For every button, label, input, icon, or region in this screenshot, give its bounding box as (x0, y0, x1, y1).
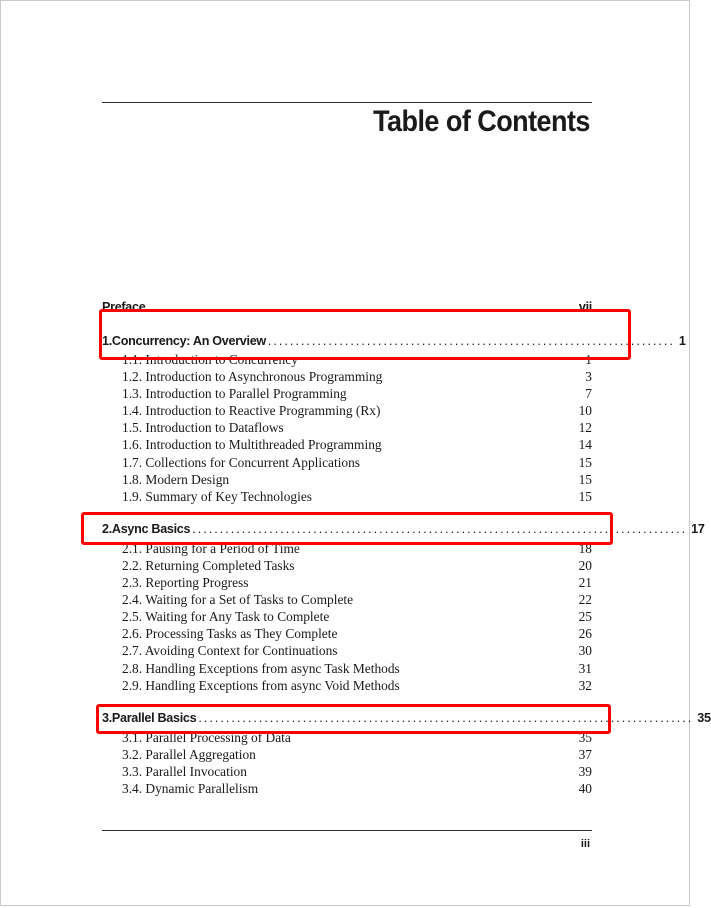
section-page: 31 (578, 661, 592, 676)
toc-section[interactable] (122, 574, 592, 591)
section-label: 2.3. Reporting Progress (122, 575, 249, 590)
dot-leader: .......................................................................................... (192, 522, 688, 536)
section-page: 10 (578, 403, 592, 418)
section-page: 15 (578, 455, 592, 470)
bottom-rule (102, 830, 592, 831)
chapter-number: 1. (102, 334, 112, 348)
section-label: 2.2. Returning Completed Tasks (122, 558, 295, 573)
toc-section[interactable] (122, 368, 592, 385)
section-label: 2.4. Waiting for a Set of Tasks to Complete (122, 592, 354, 607)
top-rule (102, 102, 592, 103)
section-page: 15 (578, 472, 592, 487)
section-label: 3.3. Parallel Invocation (122, 764, 247, 779)
toc-section[interactable] (122, 351, 592, 368)
section-label: 1.7. Collections for Concurrent Applications (122, 455, 361, 470)
section-label: 2.6. Processing Tasks as They Complete (122, 626, 338, 641)
section-page: 40 (578, 781, 592, 796)
section-page: 12 (578, 420, 592, 435)
section-page: 15 (578, 489, 592, 504)
chapter-page: 17 (691, 522, 705, 536)
footer-page-number: iii (580, 838, 590, 850)
toc-section[interactable] (122, 471, 592, 488)
chapter-number: 2. (102, 522, 112, 536)
preface-label: Preface (102, 300, 146, 314)
toc-section[interactable] (122, 557, 592, 574)
section-label: 3.2. Parallel Aggregation (122, 747, 256, 762)
section-page: 21 (578, 575, 592, 590)
chapter-page: 1 (678, 334, 686, 348)
section-page: 1 (585, 352, 592, 367)
toc-section[interactable] (122, 608, 592, 625)
section-page: 7 (585, 386, 592, 401)
toc-section[interactable] (122, 660, 592, 677)
section-page: 30 (578, 643, 592, 658)
section-page: 14 (578, 437, 592, 452)
toc-section[interactable] (122, 419, 592, 436)
toc-chapter-3[interactable] (102, 710, 711, 727)
toc-section[interactable] (122, 642, 592, 659)
section-label: 2.1. Pausing for a Period of Time (122, 541, 300, 556)
section-page: 39 (578, 764, 592, 779)
section-label: 3.4. Dynamic Parallelism (122, 781, 259, 796)
section-label: 1.9. Summary of Key Technologies (122, 489, 312, 504)
section-page: 37 (578, 747, 592, 762)
chapter-title: Concurrency: An Overview (111, 334, 266, 348)
toc-section[interactable] (122, 591, 592, 608)
chapter-title: Async Basics (111, 522, 191, 536)
toc-chapter-1[interactable] (102, 333, 686, 350)
section-label: 1.8. Modern Design (122, 472, 230, 487)
section-page: 35 (578, 730, 592, 745)
section-page: 18 (578, 541, 592, 556)
chapter-title: Parallel Basics (111, 711, 197, 725)
toc-section[interactable] (122, 677, 592, 694)
section-label: 2.8. Handling Exceptions from async Task Methods (122, 661, 400, 676)
toc-entry-preface[interactable] (102, 299, 592, 316)
toc-section[interactable] (122, 729, 592, 746)
section-label: 2.5. Waiting for Any Task to Complete (122, 609, 330, 624)
toc-chapter-2[interactable] (102, 521, 705, 538)
toc-section[interactable] (122, 454, 592, 471)
toc-section[interactable] (122, 385, 592, 402)
section-label: 2.9. Handling Exceptions from async Void Methods (122, 678, 400, 693)
section-label: 1.4. Introduction to Reactive Programming (Rx) (122, 403, 381, 418)
dot-leader: .......................................................................... (267, 334, 675, 348)
chapter-number: 3. (102, 711, 112, 725)
toc-section[interactable] (122, 625, 592, 642)
section-page: 22 (578, 592, 592, 607)
dot-leader: .......................................................................................... (198, 711, 694, 725)
section-label: 1.3. Introduction to Parallel Programming (122, 386, 347, 401)
toc-section[interactable] (122, 402, 592, 419)
section-page: 26 (578, 626, 592, 641)
section-page: 32 (578, 678, 592, 693)
section-page: 25 (578, 609, 592, 624)
chapter-page: 35 (697, 711, 711, 725)
toc-section[interactable] (122, 746, 592, 763)
toc-section[interactable] (122, 436, 592, 453)
section-label: 2.7. Avoiding Context for Continuations (122, 643, 338, 658)
section-label: 1.2. Introduction to Asynchronous Programming (122, 369, 383, 384)
preface-page: vii (578, 300, 592, 314)
page-title: Table of Contents (373, 105, 590, 138)
section-label: 1.1. Introduction to Concurrency (122, 352, 298, 367)
section-label: 1.5. Introduction to Dataflows (122, 420, 284, 435)
section-page: 20 (578, 558, 592, 573)
toc-section[interactable] (122, 780, 592, 797)
toc-section[interactable] (122, 488, 592, 505)
section-label: 1.6. Introduction to Multithreaded Programming (122, 437, 382, 452)
section-page: 3 (585, 369, 592, 384)
section-label: 3.1. Parallel Processing of Data (122, 730, 291, 745)
toc-section[interactable] (122, 763, 592, 780)
toc-section[interactable] (122, 540, 592, 557)
